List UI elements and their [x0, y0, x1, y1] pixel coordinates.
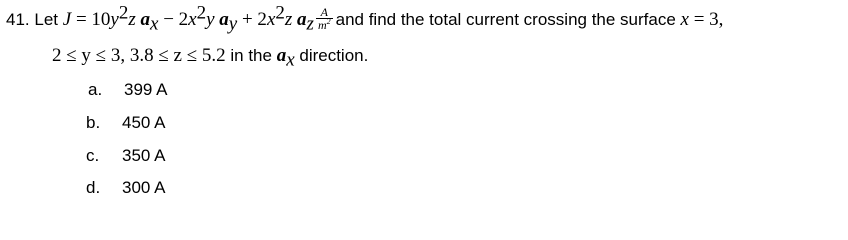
option-c[interactable]	[86, 146, 166, 166]
eq-plus-term: + 2	[237, 8, 267, 30]
surface-equals: = 3,	[688, 8, 724, 30]
eq-exponent-3: 2	[275, 2, 285, 24]
option-a[interactable]	[88, 80, 168, 100]
unit-vector-ax-sub: x	[150, 13, 159, 35]
option-a-text: 399 A	[124, 80, 168, 99]
eq-x-3: x	[266, 8, 276, 30]
option-b-text: 450 A	[122, 113, 166, 132]
question-line-2	[52, 45, 369, 71]
eq-z-1: z	[128, 8, 141, 30]
eq-equals: = 10	[71, 8, 111, 30]
unit-numerator: A	[320, 5, 328, 19]
question-number: 41.	[6, 9, 30, 29]
option-a-letter: a.	[88, 80, 103, 99]
eq-exponent-2: 2	[196, 2, 207, 24]
option-c-letter: c.	[86, 146, 100, 165]
direction-unit-vector: a	[276, 45, 287, 66]
range-condition: 2 ≤ y ≤ 3, 3.8 ≤ z ≤ 5.2	[52, 45, 226, 66]
eq-exponent-1: 2	[118, 2, 129, 24]
unit-fraction	[316, 6, 333, 31]
eq-symbol-j: J	[62, 8, 72, 30]
option-b[interactable]	[86, 113, 166, 133]
unit-denominator-base: m	[317, 18, 327, 32]
direction-unit-vector-sub: x	[286, 49, 295, 71]
direction-text-1: in the	[225, 46, 277, 65]
unit-vector-az-sub: z	[306, 13, 314, 35]
option-d[interactable]	[86, 178, 166, 198]
eq-y-1: y	[110, 8, 119, 30]
unit-vector-ay-sub: y	[228, 13, 238, 35]
option-c-text: 350 A	[122, 146, 166, 165]
option-d-letter: d.	[86, 178, 101, 197]
unit-vector-ay: a	[219, 8, 229, 30]
eq-y-2: y	[206, 8, 220, 30]
eq-minus-term: − 2	[158, 8, 189, 30]
surface-x: x	[680, 8, 689, 30]
question-mid-text: and find the total current crossing the surface	[335, 9, 681, 29]
option-d-text: 300 A	[122, 178, 166, 197]
eq-x-2: x	[188, 8, 197, 30]
unit-denominator	[316, 18, 333, 31]
question-line-1	[6, 2, 724, 35]
option-b-letter: b.	[86, 113, 101, 132]
question-lead-text: Let	[34, 9, 59, 29]
direction-text-2: direction.	[294, 46, 369, 65]
eq-z-3: z	[284, 8, 298, 30]
unit-vector-ax: a	[140, 8, 150, 30]
unit-vector-az: a	[297, 8, 307, 30]
unit-denominator-power: 2	[326, 17, 331, 26]
